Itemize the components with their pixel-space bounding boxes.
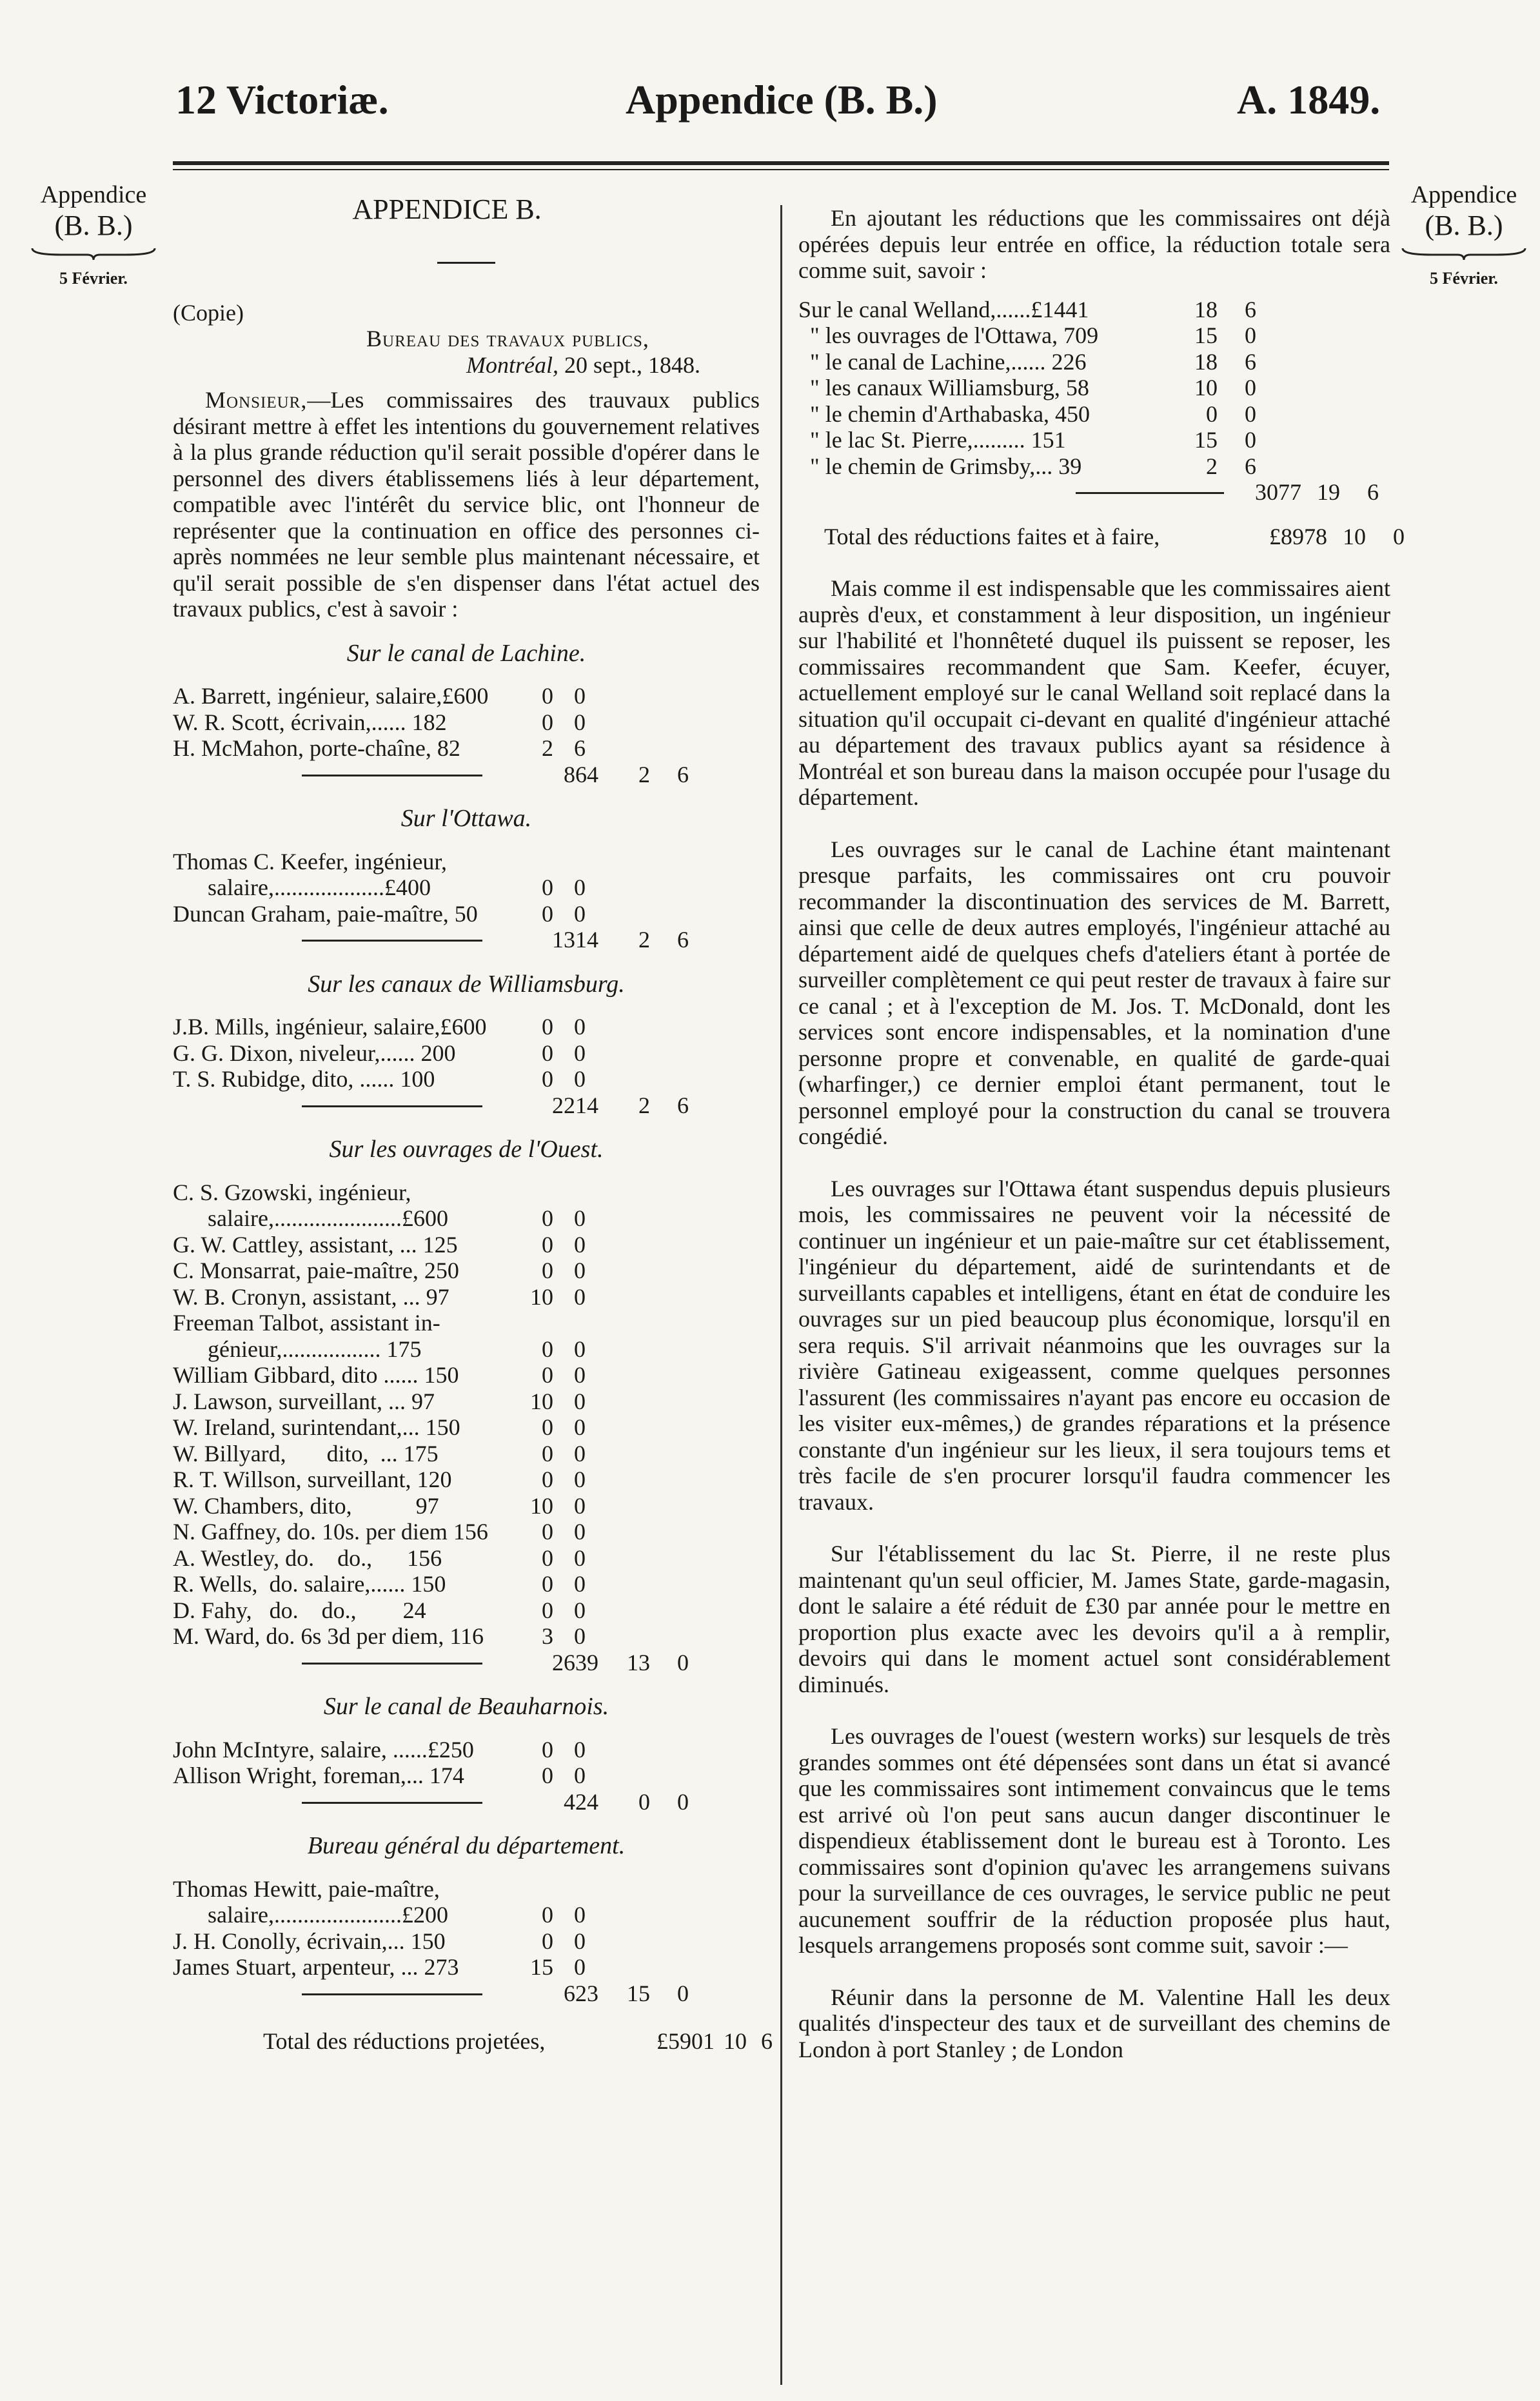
body-paragraph: Les ouvrages sur le canal de Lachine étant maintenant presque parfaits, les commissaires ont cru pouvoir recommander la discontinuation des services de M. Barrett, ainsi que celle de deux autres employés, l'ingénieur attaché au département aidé de quelques chefs d'ateliers étant à portée de surveiller complètement ce qui peut rester de travaux à faire sur ce canal ; et à l'exception de M. Jos. T. McDonald, dont les services sont encore indispensables, et la nomination d'une personne propre et convenable, en qualité de garde-quai (wharfinger,) ce dernier emploi étant permanent, tout le personnel employé pour la construction du canal se trouvera congédié. [798,836,1390,1149]
body-paragraph: Mais comme il est indispensable que les commissaires aient auprès d'eux, et constamment à leur disposition, un ingénieur sur l'habilité et l'honnêteté duquel ils puissent se reposer, les commissaires recommandent que Sam. Keefer, écuyer, actuellement employé sur le canal Welland soit replacé dans la situation qu'il occupait ci-devant en qualité d'ingénieur attaché au département des travaux publics ayant sa résidence à Montréal et son bureau dans la maison occupée pour l'usage du département. [798,575,1390,810]
header-right: A. 1849. [1237,77,1381,123]
left-column [173,193,773,2055]
header-left: 12 Victoriæ. [175,77,389,123]
body-paragraph: Réunir dans la personne de M. Valentine Hall les deux qualités d'inspecteur des taux et de surveillant des chemins de London à port Stanley ; de London [798,1984,1390,2062]
appendix-title: APPENDICE B. [352,193,542,225]
ledger-row: W. Ireland, surintendant,... 150 0 0 [173,1414,586,1440]
ledger-row: salaire,...................£400 0 0 [173,874,586,900]
section-heading: Sur l'Ottawa. [400,805,532,832]
copie-label: (Copie) [173,299,244,326]
ledger-row: Thomas Hewitt, paie-maître, [173,1875,440,1902]
header-rule-thick [173,161,1389,165]
ledger-row: A. Westley, do. do., 156 0 0 [173,1545,586,1571]
total-row: Total des réductions faites et à faire, £8978 10 0 [824,523,1405,549]
ledger-row: M. Ward, do. 6s 3d per diem, 116 3 0 [173,1623,586,1649]
right-paragraphs [798,575,1390,2062]
column-divider [780,205,782,2385]
ledger-row: W. B. Cronyn, assistant, ... 97 10 0 [173,1283,586,1310]
section-total-row: 623 15 0 [173,1981,760,2007]
section-total-row: 2639 13 0 [173,1650,760,1676]
date-line: Montréal, 20 sept., 1848. [466,351,700,378]
ledger-row: A. Barrett, ingénieur, salaire,£600 0 0 [173,683,586,709]
body-paragraph: Sur l'établissement du lac St. Pierre, il ne reste plus maintenant qu'un seul officier, M. James State, garde-magasin, dont le salaire a été réduit de £30 par année pour le mettre en proportion plus exacte avec les devoirs qu'il a à remplir, devoirs qui dans le moment actuel sont considérablement diminués. [798,1541,1390,1697]
section-total-row: 2214 2 6 [173,1092,760,1119]
summary-row: Sur le canal Welland,......£1441 18 6 [798,296,1256,322]
section-total-row: 864 2 6 [173,762,760,788]
ledger-row: H. McMahon, porte-chaîne, 82 2 6 [173,735,586,761]
reduction-summary [798,297,1390,480]
ledger-row: J. H. Conolly, écrivain,... 150 0 0 [173,1928,586,1954]
section-total-row: 1314 2 6 [173,927,760,953]
ledger-row: John McIntyre, salaire, ......£250 0 0 [173,1736,586,1763]
ledger-row: salaire,......................£200 0 0 [173,1902,586,1928]
summary-row: " les ouvrages de l'Ottawa, 709 15 0 [798,322,1256,348]
ledger-row: R. Wells, do. salaire,...... 150 0 0 [173,1571,586,1597]
margin-note-left: Appendice (B. B.) 5 Février. [19,181,168,288]
header-rule-thin [173,169,1389,170]
ledger-row: R. T. Willson, surveillant, 120 0 0 [173,1467,586,1492]
summary-row: " le lac St. Pierre,......... 151 15 0 [798,427,1256,453]
subtotal-row: 3077 19 6 [798,479,1390,506]
ledger-row: Allison Wright, foreman,... 174 0 0 [173,1763,586,1788]
ledger-row: W. R. Scott, écrivain,...... 182 0 0 [173,709,586,735]
header-center: Appendice (B. B.) [626,77,938,123]
ledger-row: W. Chambers, dito, 97 10 0 [173,1492,586,1519]
letter-paragraph: Monsieur,—Les commissaires des trauvaux publics désirant mettre à effet les intentions du gouvernement relatives à la plus grande réduction qu'il serait possible d'opérer dans le personnel des divers établissemens liés à leur département, compatible avec l'intérêt du service blic, ont l'honneur de représenter que la continuation en office des personnes ci-après nommées ne leur semble plus maintenant nécessaire, et qu'il serait possible de s'en dispenser dans l'état actuel des travaux publics, c'est à savoir : [173,387,760,622]
reduction-sections [173,640,760,2007]
ledger-row: G. W. Cattley, assistant, ... 125 0 0 [173,1231,586,1258]
margin-note-right: Appendice (B. B.) 5 Février. [1390,181,1538,288]
ledger-row: C. S. Gzowski, ingénieur, [173,1179,411,1205]
ledger-row: Duncan Graham, paie-maître, 50 0 0 [173,900,586,927]
section-total-row: 424 0 0 [173,1789,760,1815]
ledger-row: J. Lawson, surveillant, ... 97 10 0 [173,1388,586,1414]
ledger-row: J.B. Mills, ingénieur, salaire,£600 0 0 [173,1014,586,1040]
ledger-row: Thomas C. Keefer, ingénieur, [173,848,447,874]
ledger-row: Freeman Talbot, assistant in- [173,1310,440,1336]
ledger-row: D. Fahy, do. do., 24 0 0 [173,1597,586,1623]
section-heading: Sur le canal de Lachine. [346,639,586,667]
summary-row: " les canaux Williamsburg, 58 10 0 [798,375,1256,400]
right-column [798,205,1405,2062]
grand-total-row: Total des réductions projetées, £5901 10 6 [263,2028,773,2054]
brace-icon [1399,246,1528,261]
intro-paragraph: En ajoutant les réductions que les commissaires ont déjà opérées depuis leur entrée en office, la réduction totale sera comme suit, savoir : [798,205,1390,283]
title-rule [437,262,495,264]
brace-icon [29,246,158,261]
ledger-row: William Gibbard, dito ...... 150 0 0 [173,1362,586,1388]
ledger-row: génieur,................. 175 0 0 [173,1336,586,1362]
summary-row: " le chemin d'Arthabaska, 450 0 0 [798,400,1256,427]
section-heading: Sur les ouvrages de l'Ouest. [329,1136,604,1163]
ledger-row: C. Monsarrat, paie-maître, 250 0 0 [173,1258,586,1283]
ledger-row: James Stuart, arpenteur, ... 273 15 0 [173,1954,586,1980]
summary-row: " le canal de Lachine,...... 226 18 6 [798,348,1256,375]
ledger-row: salaire,......................£600 0 0 [173,1205,586,1231]
summary-row: " le chemin de Grimsby,... 39 2 6 [798,453,1256,479]
section-heading: Sur les canaux de Williamsburg. [308,970,625,998]
section-heading: Sur le canal de Beauharnois. [323,1693,609,1720]
ledger-row: T. S. Rubidge, dito, ...... 100 0 0 [173,1066,586,1092]
body-paragraph: Les ouvrages de l'ouest (western works) sur lesquels de très grandes sommes ont été dépensées sont dans un état si avancé que les commissaires sont intimement convaincus que le tems est arrivé où l'on peut sans aucun danger discontinuer le dispendieux établissement dont le bureau est à Toronto. Les commissaires sont d'opinion qu'avec les arrangemens suivans pour la surveillance de ces ouvrages, le service public ne peut aucunement souffrir de la réduction proposée plus haut, lesquels arrangemens proposés sont comme suit, savoir :— [798,1723,1390,1958]
section-heading: Bureau général du département. [307,1832,626,1859]
body-paragraph: Les ouvrages sur l'Ottawa étant suspendus depuis plusieurs mois, les commissaires ne peuvent voir la nécessité de continuer un ingénieur et un paie-maître sur cet établissement, l'ingénieur du département, aidé de surintendants et de surveillants capables et intelligens, étant en état de conduire les ouvrages sur un pied beaucoup plus économique, lorsqu'il en sera requis. S'il arrivait néanmoins que les ouvrages sur la rivière Gatineau exigeassent, comme quelques personnes l'assurent (les commissaires n'ayant pas encore eu occasion de les visiter eux-mêmes,) de grandes réparations et la présence constante d'un ingénieur sur les lieux, il sera toujours tems et très facile de s'en procurer lorsqu'il faudra commencer les travaux. [798,1175,1390,1515]
ledger-row: G. G. Dixon, niveleur,...... 200 0 0 [173,1040,586,1066]
ledger-row: N. Gaffney, do. 10s. per diem 156 0 0 [173,1519,586,1545]
office-line: Bureau des travaux publics, [366,326,649,351]
ledger-row: W. Billyard, dito, ... 175 0 0 [173,1440,586,1467]
